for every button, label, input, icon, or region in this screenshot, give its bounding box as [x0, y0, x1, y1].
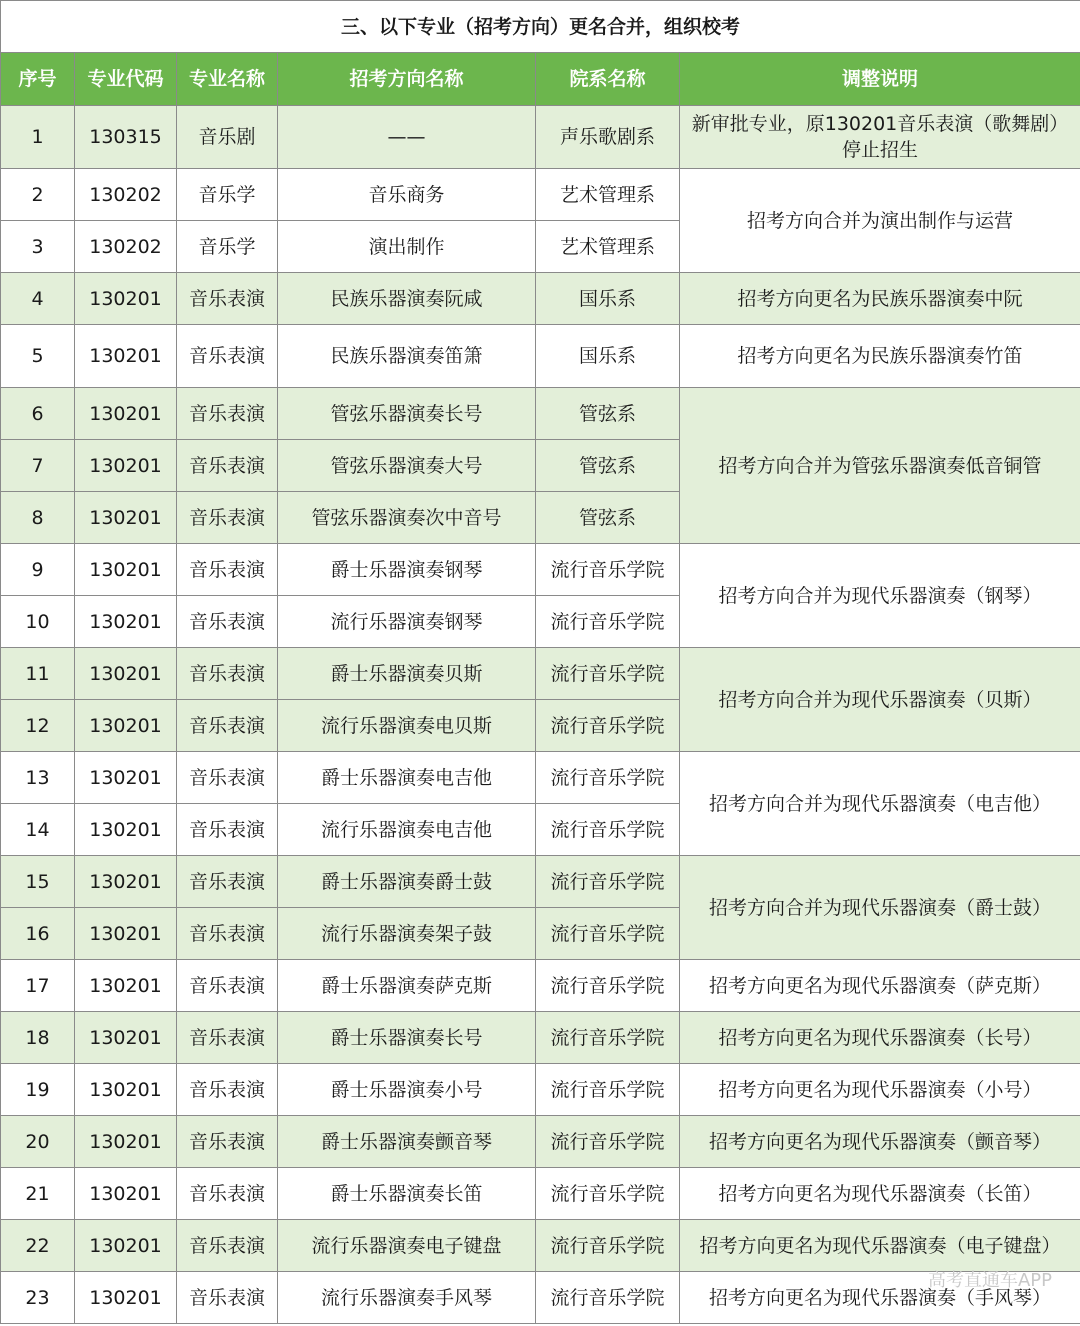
- cell-code: 130201: [75, 1064, 177, 1116]
- header-row: [1, 53, 1080, 106]
- cell-code: 130201: [75, 596, 177, 648]
- table-row: [1, 169, 1080, 221]
- cell-no: 17: [1, 960, 75, 1012]
- cell-note: 招考方向合并为现代乐器演奏（钢琴）: [680, 544, 1080, 648]
- table-row: [1, 325, 1080, 388]
- cell-no: 22: [1, 1220, 75, 1272]
- cell-dept: 管弦系: [536, 440, 680, 492]
- cell-note: 招考方向更名为现代乐器演奏（长笛）: [680, 1168, 1080, 1220]
- cell-major: 音乐表演: [177, 596, 278, 648]
- cell-no: 16: [1, 908, 75, 960]
- cell-dept: 流行音乐学院: [536, 1012, 680, 1064]
- cell-no: 1: [1, 106, 75, 169]
- cell-code: 130201: [75, 648, 177, 700]
- cell-direction: ——: [278, 106, 536, 169]
- cell-direction: 流行乐器演奏手风琴: [278, 1272, 536, 1324]
- cell-dept: 流行音乐学院: [536, 596, 680, 648]
- cell-dept: 艺术管理系: [536, 169, 680, 221]
- cell-no: 13: [1, 752, 75, 804]
- cell-no: 2: [1, 169, 75, 221]
- table-row: [1, 544, 1080, 596]
- cell-direction: 爵士乐器演奏长笛: [278, 1168, 536, 1220]
- cell-dept: 流行音乐学院: [536, 908, 680, 960]
- cell-major: 音乐表演: [177, 1168, 278, 1220]
- cell-code: 130202: [75, 169, 177, 221]
- cell-major: 音乐剧: [177, 106, 278, 169]
- table-row: [1, 1116, 1080, 1168]
- cell-note: 新审批专业，原130201音乐表演（歌舞剧）停止招生: [680, 106, 1080, 169]
- cell-major: 音乐表演: [177, 856, 278, 908]
- cell-direction: 爵士乐器演奏小号: [278, 1064, 536, 1116]
- table-row: [1, 273, 1080, 325]
- cell-code: 130201: [75, 1116, 177, 1168]
- cell-no: 11: [1, 648, 75, 700]
- cell-code: 130201: [75, 1272, 177, 1324]
- cell-direction: 爵士乐器演奏钢琴: [278, 544, 536, 596]
- cell-direction: 爵士乐器演奏电吉他: [278, 752, 536, 804]
- cell-dept: 流行音乐学院: [536, 804, 680, 856]
- cell-direction: 爵士乐器演奏爵士鼓: [278, 856, 536, 908]
- watermark: 高考直通车APP: [927, 1270, 1052, 1291]
- cell-major: 音乐学: [177, 221, 278, 273]
- cell-no: 21: [1, 1168, 75, 1220]
- cell-no: 23: [1, 1272, 75, 1324]
- cell-code: 130201: [75, 960, 177, 1012]
- cell-no: 19: [1, 1064, 75, 1116]
- cell-major: 音乐学: [177, 169, 278, 221]
- cell-dept: 管弦系: [536, 492, 680, 544]
- cell-direction: 爵士乐器演奏长号: [278, 1012, 536, 1064]
- table-row: [1, 648, 1080, 700]
- cell-direction: 流行乐器演奏架子鼓: [278, 908, 536, 960]
- cell-major: 音乐表演: [177, 960, 278, 1012]
- cell-no: 18: [1, 1012, 75, 1064]
- cell-no: 5: [1, 325, 75, 388]
- table-row: [1, 1012, 1080, 1064]
- cell-direction: 管弦乐器演奏长号: [278, 388, 536, 440]
- cell-code: 130315: [75, 106, 177, 169]
- cell-major: 音乐表演: [177, 544, 278, 596]
- cell-direction: 流行乐器演奏钢琴: [278, 596, 536, 648]
- cell-major: 音乐表演: [177, 1064, 278, 1116]
- table-title: 三、以下专业（招考方向）更名合并，组织校考: [1, 1, 1080, 53]
- cell-code: 130201: [75, 325, 177, 388]
- cell-major: 音乐表演: [177, 1116, 278, 1168]
- cell-note: 招考方向更名为现代乐器演奏（电子键盘）: [680, 1220, 1080, 1272]
- cell-dept: 流行音乐学院: [536, 1116, 680, 1168]
- cell-note: 招考方向更名为现代乐器演奏（小号）: [680, 1064, 1080, 1116]
- cell-note: 招考方向更名为现代乐器演奏（颤音琴）: [680, 1116, 1080, 1168]
- cell-note: 招考方向更名为民族乐器演奏中阮: [680, 273, 1080, 325]
- cell-no: 15: [1, 856, 75, 908]
- header-no: 序号: [1, 53, 75, 106]
- table-body: [1, 1, 1080, 1324]
- cell-dept: 国乐系: [536, 273, 680, 325]
- cell-direction: 流行乐器演奏电吉他: [278, 804, 536, 856]
- cell-major: 音乐表演: [177, 1220, 278, 1272]
- cell-direction: 演出制作: [278, 221, 536, 273]
- cell-dept: 流行音乐学院: [536, 856, 680, 908]
- cell-dept: 流行音乐学院: [536, 960, 680, 1012]
- cell-note: 招考方向合并为演出制作与运营: [680, 169, 1080, 273]
- header-direction: 招考方向名称: [278, 53, 536, 106]
- cell-no: 9: [1, 544, 75, 596]
- cell-direction: 音乐商务: [278, 169, 536, 221]
- cell-no: 12: [1, 700, 75, 752]
- cell-direction: 流行乐器演奏电子键盘: [278, 1220, 536, 1272]
- cell-dept: 流行音乐学院: [536, 1220, 680, 1272]
- cell-major: 音乐表演: [177, 492, 278, 544]
- cell-major: 音乐表演: [177, 273, 278, 325]
- cell-no: 8: [1, 492, 75, 544]
- cell-major: 音乐表演: [177, 804, 278, 856]
- cell-direction: 管弦乐器演奏大号: [278, 440, 536, 492]
- header-note: 调整说明: [680, 53, 1080, 106]
- table-row: [1, 106, 1080, 169]
- cell-note: 招考方向更名为现代乐器演奏（长号）: [680, 1012, 1080, 1064]
- table-row: [1, 1168, 1080, 1220]
- cell-code: 130201: [75, 1012, 177, 1064]
- cell-dept: 艺术管理系: [536, 221, 680, 273]
- cell-major: 音乐表演: [177, 700, 278, 752]
- cell-code: 130201: [75, 752, 177, 804]
- table-row: [1, 1220, 1080, 1272]
- table-row: [1, 960, 1080, 1012]
- table-row: [1, 1272, 1080, 1324]
- cell-no: 20: [1, 1116, 75, 1168]
- cell-code: 130201: [75, 544, 177, 596]
- cell-direction: 民族乐器演奏阮咸: [278, 273, 536, 325]
- cell-major: 音乐表演: [177, 908, 278, 960]
- cell-code: 130201: [75, 700, 177, 752]
- title-row: [1, 1, 1080, 53]
- cell-no: 7: [1, 440, 75, 492]
- cell-no: 14: [1, 804, 75, 856]
- cell-code: 130201: [75, 908, 177, 960]
- cell-major: 音乐表演: [177, 1272, 278, 1324]
- header-dept: 院系名称: [536, 53, 680, 106]
- cell-code: 130201: [75, 388, 177, 440]
- cell-note: 招考方向更名为民族乐器演奏竹笛: [680, 325, 1080, 388]
- table-row: [1, 1064, 1080, 1116]
- cell-dept: 国乐系: [536, 325, 680, 388]
- cell-no: 3: [1, 221, 75, 273]
- cell-direction: 爵士乐器演奏萨克斯: [278, 960, 536, 1012]
- cell-note: 招考方向合并为现代乐器演奏（贝斯）: [680, 648, 1080, 752]
- cell-direction: 爵士乐器演奏颤音琴: [278, 1116, 536, 1168]
- cell-major: 音乐表演: [177, 1012, 278, 1064]
- table-row: [1, 856, 1080, 908]
- cell-direction: 管弦乐器演奏次中音号: [278, 492, 536, 544]
- cell-major: 音乐表演: [177, 752, 278, 804]
- cell-code: 130201: [75, 856, 177, 908]
- cell-direction: 流行乐器演奏电贝斯: [278, 700, 536, 752]
- cell-note: 招考方向合并为现代乐器演奏（爵士鼓）: [680, 856, 1080, 960]
- cell-major: 音乐表演: [177, 325, 278, 388]
- cell-dept: 流行音乐学院: [536, 752, 680, 804]
- cell-note: 招考方向合并为管弦乐器演奏低音铜管: [680, 388, 1080, 544]
- cell-dept: 声乐歌剧系: [536, 106, 680, 169]
- table-row: [1, 388, 1080, 440]
- cell-dept: 流行音乐学院: [536, 648, 680, 700]
- cell-major: 音乐表演: [177, 440, 278, 492]
- cell-code: 130201: [75, 1220, 177, 1272]
- cell-code: 130202: [75, 221, 177, 273]
- cell-dept: 流行音乐学院: [536, 544, 680, 596]
- cell-no: 6: [1, 388, 75, 440]
- cell-no: 10: [1, 596, 75, 648]
- cell-direction: 爵士乐器演奏贝斯: [278, 648, 536, 700]
- cell-dept: 管弦系: [536, 388, 680, 440]
- cell-note: 招考方向更名为现代乐器演奏（萨克斯）: [680, 960, 1080, 1012]
- cell-direction: 民族乐器演奏笛箫: [278, 325, 536, 388]
- cell-dept: 流行音乐学院: [536, 1168, 680, 1220]
- cell-dept: 流行音乐学院: [536, 1064, 680, 1116]
- cell-code: 130201: [75, 273, 177, 325]
- cell-code: 130201: [75, 492, 177, 544]
- cell-code: 130201: [75, 1168, 177, 1220]
- cell-code: 130201: [75, 804, 177, 856]
- cell-dept: 流行音乐学院: [536, 700, 680, 752]
- header-major: 专业名称: [177, 53, 278, 106]
- cell-note: 招考方向更名为现代乐器演奏（手风琴）: [680, 1272, 1080, 1324]
- header-code: 专业代码: [75, 53, 177, 106]
- cell-code: 130201: [75, 440, 177, 492]
- cell-major: 音乐表演: [177, 388, 278, 440]
- cell-note: 招考方向合并为现代乐器演奏（电吉他）: [680, 752, 1080, 856]
- cell-dept: 流行音乐学院: [536, 1272, 680, 1324]
- table-row: [1, 752, 1080, 804]
- cell-major: 音乐表演: [177, 648, 278, 700]
- cell-no: 4: [1, 273, 75, 325]
